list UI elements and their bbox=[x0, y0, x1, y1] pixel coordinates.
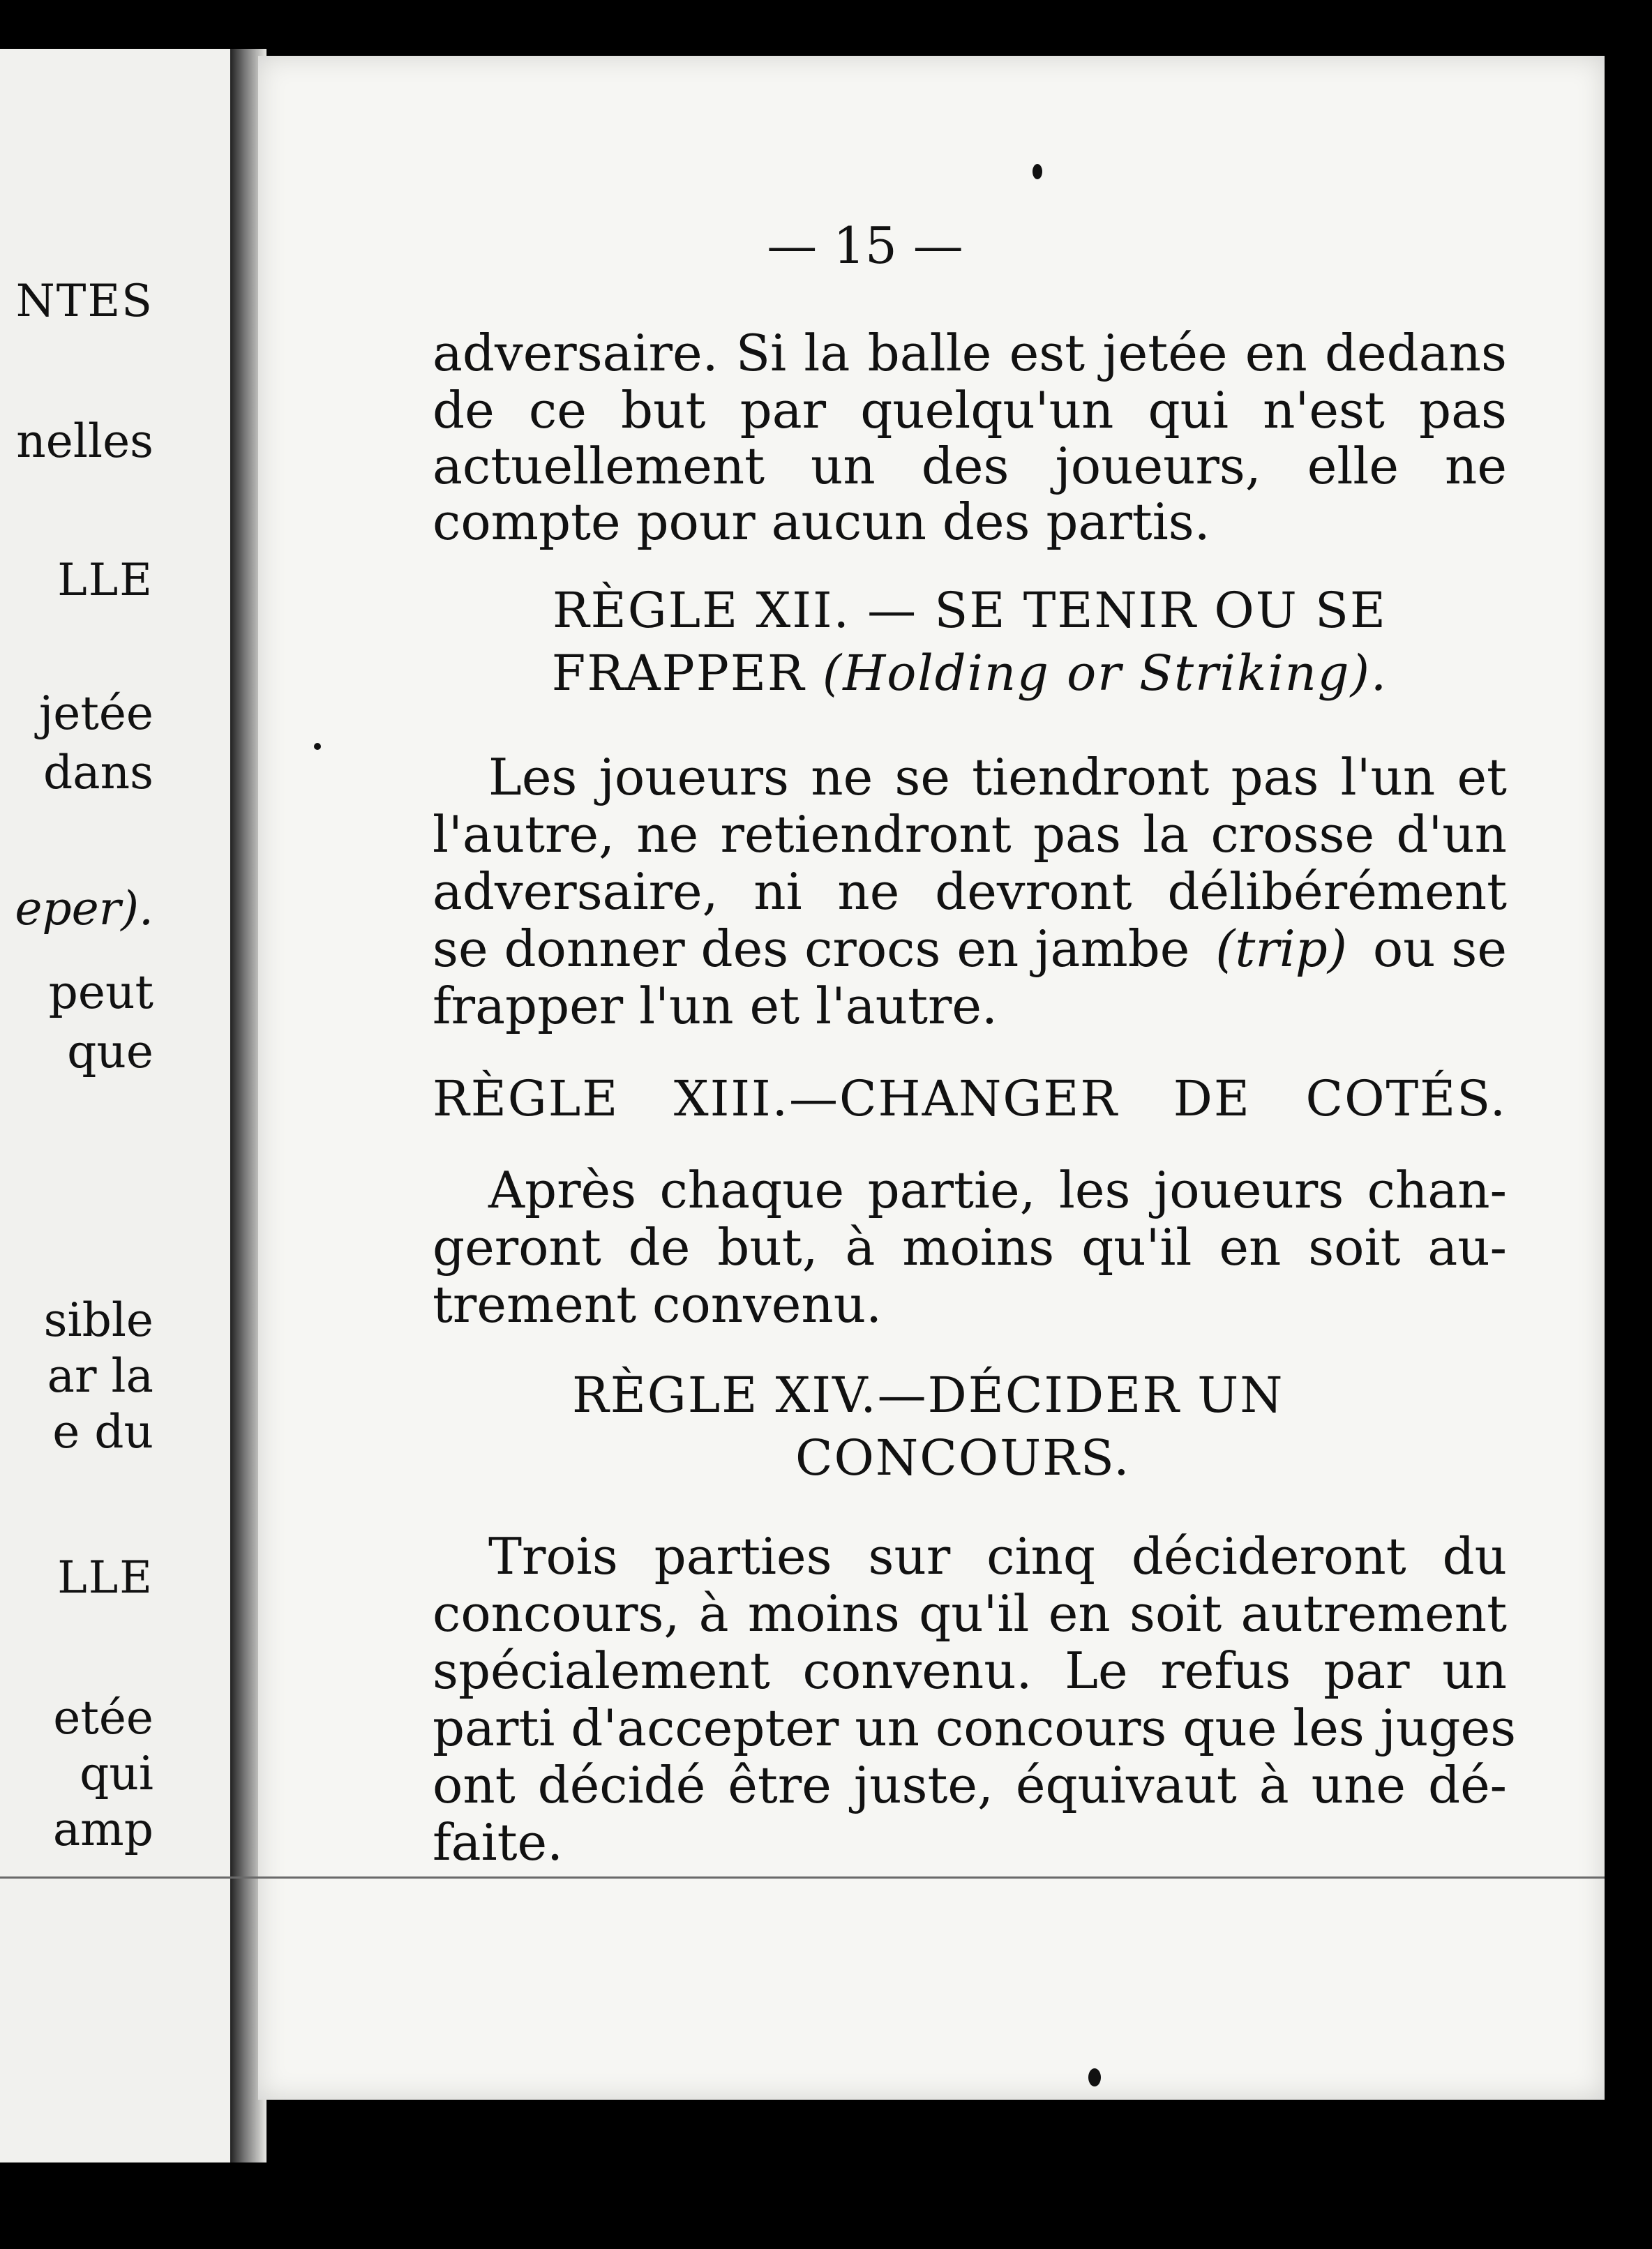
left-text-fragment: sible bbox=[43, 1293, 153, 1347]
ink-speck bbox=[1088, 2068, 1101, 2086]
left-text-fragment: que bbox=[67, 1025, 153, 1078]
rule-12-heading: RÈGLE XII. — SE TENIR OU SE bbox=[552, 582, 1388, 639]
text-segment: ou se bbox=[1372, 919, 1507, 978]
text-segment-italic: (trip) bbox=[1215, 919, 1347, 978]
text-line: trement convenu. bbox=[433, 1275, 882, 1334]
rule-12-heading-line2 bbox=[433, 645, 1507, 702]
text-segment: se donner des crocs en jambe bbox=[433, 919, 1190, 978]
left-text-fragment: amp bbox=[52, 1803, 153, 1856]
left-page-fragment bbox=[0, 49, 230, 2162]
left-text-fragment: etée bbox=[53, 1691, 153, 1745]
text-line bbox=[433, 919, 1507, 978]
rule-14-heading-line2: CONCOURS. bbox=[795, 1429, 1131, 1487]
text-line: Trois parties sur cinq décideront du bbox=[488, 1527, 1507, 1586]
left-text-fragment: ar la bbox=[47, 1349, 153, 1403]
ink-speck bbox=[314, 743, 321, 750]
text-line: compte pour aucun des partis. bbox=[433, 492, 1210, 551]
text-line: geront de but, à moins qu'il en soit au- bbox=[433, 1218, 1507, 1277]
ink-speck bbox=[1032, 164, 1042, 179]
text-line: adversaire, ni ne devront délibérément bbox=[433, 862, 1507, 921]
text-line: Les joueurs ne se tiendront pas l'un et bbox=[488, 748, 1507, 806]
left-text-fragment: LLE bbox=[57, 555, 153, 606]
left-text-fragment: jetée bbox=[38, 686, 153, 740]
text-line: actuellement un des joueurs, elle ne bbox=[433, 437, 1507, 495]
page-number: — 15 — bbox=[767, 216, 963, 275]
text-line: ont décidé être juste, équivaut à une dé- bbox=[433, 1756, 1507, 1814]
rule-14-heading: RÈGLE XIV.—DÉCIDER UN bbox=[572, 1367, 1284, 1424]
page-rule bbox=[0, 1876, 1605, 1879]
text-line: faite. bbox=[433, 1813, 564, 1872]
text-line: Après chaque partie, les joueurs chan- bbox=[488, 1161, 1507, 1219]
left-text-fragment: dans bbox=[43, 746, 153, 799]
left-text-fragment: LLE bbox=[57, 1552, 153, 1604]
left-text-fragment: nelles bbox=[16, 414, 153, 468]
heading-text: FRAPPER bbox=[551, 645, 806, 702]
text-line: l'autre, ne retiendront pas la crosse d'un bbox=[433, 805, 1507, 864]
rule-13-heading: RÈGLE XIII.—CHANGER DE COTÉS. bbox=[433, 1070, 1507, 1127]
text-line: de ce but par quelqu'un qui n'est pas bbox=[433, 381, 1507, 439]
left-text-fragment: eper). bbox=[15, 882, 153, 935]
text-line: spécialement convenu. Le refus par un bbox=[433, 1641, 1507, 1700]
text-line: frapper l'un et l'autre. bbox=[433, 977, 998, 1035]
text-line: concours, à moins qu'il en soit autrement bbox=[433, 1584, 1507, 1643]
left-text-fragment: e du bbox=[52, 1405, 153, 1459]
left-text-fragment: NTES bbox=[15, 276, 153, 327]
left-text-fragment: qui bbox=[80, 1747, 153, 1800]
text-line: adversaire. Si la balle est jetée en dedans bbox=[433, 324, 1507, 382]
text-line: parti d'accepter un concours que les juges bbox=[433, 1699, 1517, 1757]
left-text-fragment: peut bbox=[48, 965, 153, 1019]
heading-english-text: (Holding or Striking). bbox=[822, 645, 1388, 702]
